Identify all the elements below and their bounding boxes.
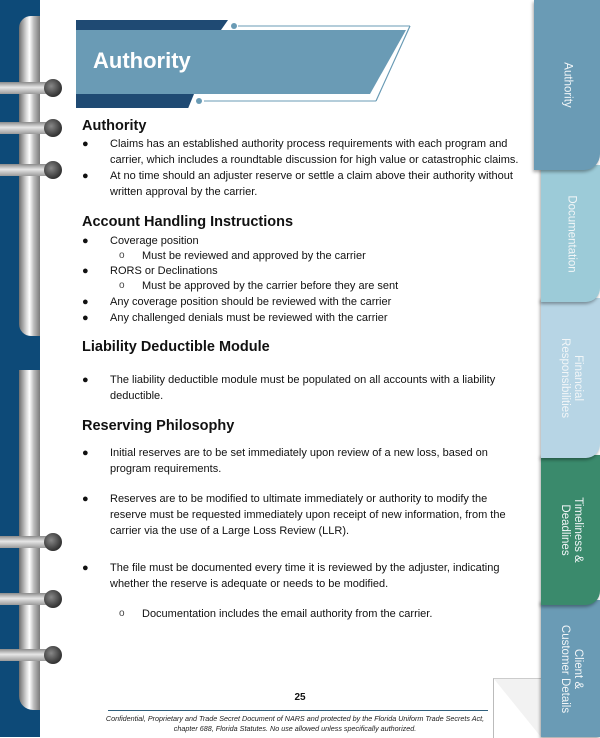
bullet-icon: ● — [82, 374, 89, 386]
sub-bullet-icon: o — [119, 250, 125, 261]
bullet-icon: ● — [82, 447, 89, 459]
binder-ring — [0, 533, 62, 551]
footer-disclaimer: Confidential, Proprietary and Trade Secret Document of NARS and protected by the Florida Uniform Trade Secrets Act, chapter 688, Florida Statutes. No use allowed unless specifically authorized. — [105, 714, 485, 733]
bullet-icon: ● — [82, 235, 89, 247]
section-heading: Reserving Philosophy — [82, 418, 235, 434]
tab-financial-responsibilities[interactable]: Financial Responsibilities — [541, 298, 600, 458]
bullet-icon: ● — [82, 493, 89, 505]
tab-documentation[interactable]: Documentation — [541, 165, 600, 302]
bullet-icon: ● — [82, 138, 89, 150]
section-reserving — [82, 418, 527, 434]
section-heading: Authority — [82, 118, 147, 134]
section-authority — [82, 118, 527, 134]
binder-ring — [0, 119, 62, 137]
bullet-icon: ● — [82, 296, 89, 308]
bullet-icon: ● — [82, 312, 89, 324]
binder-ring — [0, 646, 62, 664]
bullet-icon: ● — [82, 562, 89, 574]
section-account-handling — [82, 214, 527, 230]
sub-bullet-icon: o — [119, 608, 125, 619]
tab-client-customer-details[interactable]: Client & Customer Details — [541, 600, 600, 737]
page — [40, 0, 540, 737]
footer-divider — [108, 710, 488, 711]
bullet-icon: ● — [82, 265, 89, 277]
tab-authority[interactable]: Authority — [534, 0, 600, 170]
section-liability — [82, 339, 527, 355]
page-number: 25 — [294, 692, 306, 703]
section-heading: Account Handling Instructions — [82, 214, 294, 230]
binder-ring — [0, 590, 62, 608]
page-title: Authority — [93, 48, 191, 73]
section-heading: Liability Deductible Module — [82, 339, 270, 355]
bullet-icon: ● — [82, 170, 89, 182]
sub-bullet-icon: o — [119, 280, 125, 291]
tab-timeliness-deadlines[interactable]: Timeliness & Deadlines — [541, 455, 600, 605]
binder-ring — [0, 79, 62, 97]
binder-ring — [0, 161, 62, 179]
page-curl — [493, 678, 542, 738]
